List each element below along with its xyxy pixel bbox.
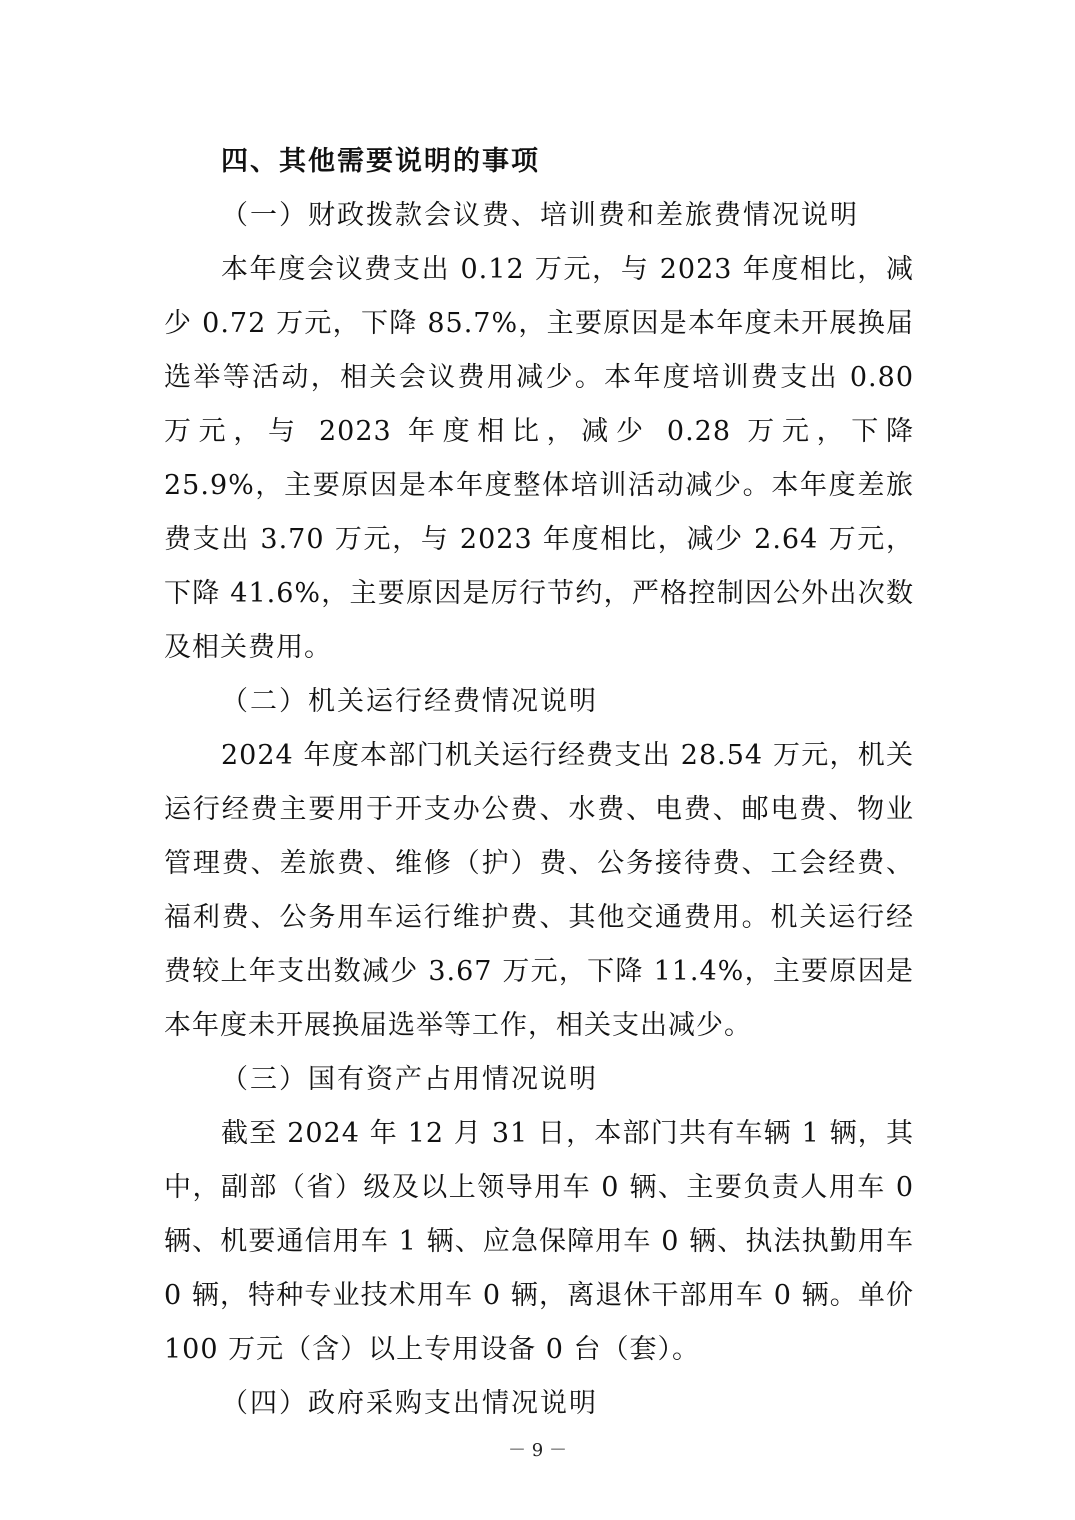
section-heading: 四、其他需要说明的事项 (221, 146, 540, 177)
paragraph-state-assets: 截至 2024 年 12 月 31 日，本部门共有车辆 1 辆，其中，副部（省）级及以上领导用车 0 辆、主要负责人用车 0 辆、机要通信用车 1 辆、应急保障用车 0 辆、执法执勤用车 0 辆，特种专业技术用车 0 辆，离退休干部用车 0 辆。单价 100 万元（含）以上专用设备 0 台（套）。 (164, 1118, 914, 1365)
subsection-title-2: （二）机关运行经费情况说明 (221, 686, 598, 717)
document-body (164, 135, 914, 1431)
subsection-title-4: （四）政府采购支出情况说明 (221, 1388, 598, 1419)
paragraph-operating-expenses: 2024 年度本部门机关运行经费支出 28.54 万元，机关运行经费主要用于开支办公费、水费、电费、邮电费、物业管理费、差旅费、维修（护）费、公务接待费、工会经费、福利费、公务用车运行维护费、其他交通费用。机关运行经费较上年支出数减少 3.67 万元，下降 11.4%，主要原因是本年度未开展换届选举等工作，相关支出减少。 (164, 740, 914, 1041)
subsection-title-1: （一）财政拨款会议费、培训费和差旅费情况说明 (221, 200, 859, 231)
subsection-title-3: （三）国有资产占用情况说明 (221, 1064, 598, 1095)
paragraph-meeting-training-travel: 本年度会议费支出 0.12 万元，与 2023 年度相比，减少 0.72 万元，下降 85.7%，主要原因是本年度未开展换届选举等活动，相关会议费用减少。本年度培训费支出 0.80 万元，与 2023 年度相比，减少 0.28 万元，下降 25.9%，主要原因是本年度整体培训活动减少。本年度差旅费支出 3.70 万元，与 2023 年度相比，减少 2.64 万元，下降 41.6%，主要原因是厉行节约，严格控制因公外出次数及相关费用。 (164, 254, 914, 663)
page-number: － 9 － (508, 1440, 567, 1461)
